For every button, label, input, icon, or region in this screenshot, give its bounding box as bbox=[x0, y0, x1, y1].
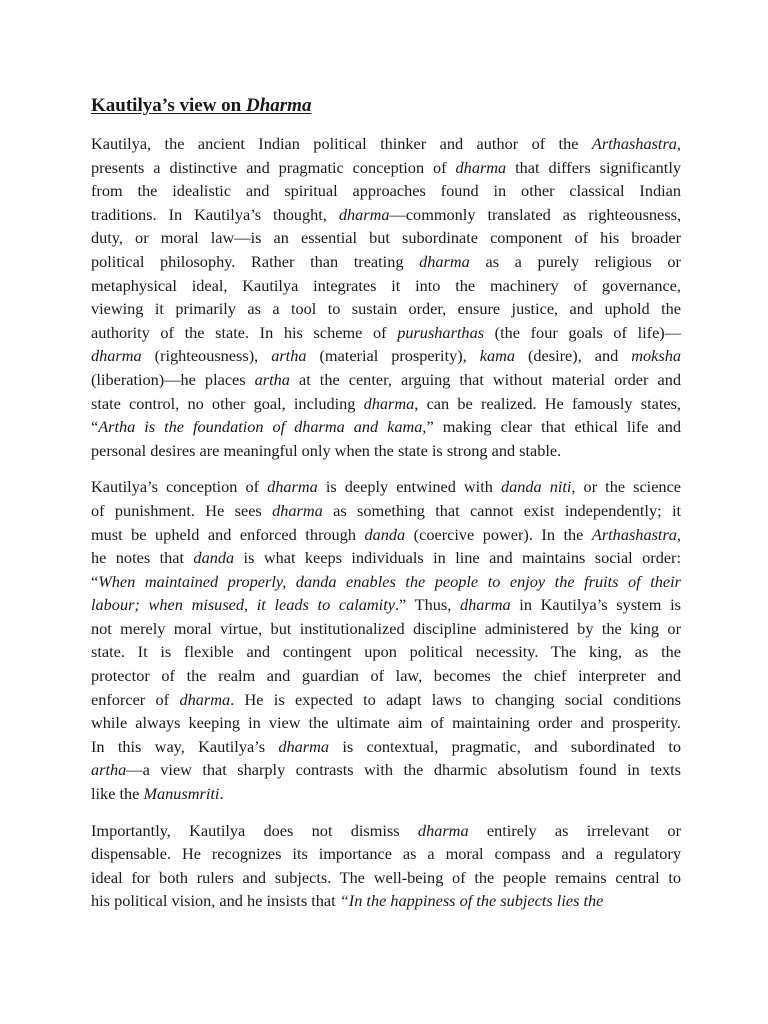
document-title bbox=[91, 93, 681, 119]
paragraphs bbox=[91, 132, 681, 913]
text-span: duty, or moral law—is an essential but subordinate component of his broader bbox=[91, 228, 681, 248]
text-line bbox=[91, 250, 681, 274]
text-span: “ bbox=[91, 417, 99, 437]
text-line bbox=[91, 664, 681, 688]
text-line bbox=[91, 132, 681, 156]
text-span: , can be realized. He famously states, bbox=[414, 393, 681, 413]
text-span: Kautilya’s conception of bbox=[91, 477, 268, 497]
italic-text: dharma bbox=[459, 595, 511, 615]
italic-text: dharma bbox=[272, 500, 323, 520]
text-span: that differs significantly bbox=[506, 157, 681, 177]
text-span: (righteousness), bbox=[141, 346, 272, 366]
italic-text: artha bbox=[254, 369, 290, 389]
text-span: dispensable. He recognizes its importance as a moral compass and a regulatory bbox=[91, 844, 681, 864]
text-span: presents a distinctive and pragmatic conception of bbox=[91, 157, 456, 177]
text-line bbox=[91, 688, 681, 712]
italic-text: Manusmriti bbox=[143, 784, 220, 804]
text-line bbox=[91, 889, 681, 913]
italic-text: purusharthas bbox=[397, 322, 485, 342]
italic-text: kama bbox=[479, 346, 515, 366]
italic-text: Arthashastra bbox=[591, 524, 677, 544]
text-span: , or the science bbox=[571, 477, 682, 497]
text-span: .” Thus, bbox=[394, 595, 460, 615]
italic-text: dharma bbox=[363, 393, 415, 413]
text-span: (coercive power). In the bbox=[405, 524, 592, 544]
text-span: of punishment. He sees bbox=[91, 500, 273, 520]
text-span: political philosophy. Rather than treating bbox=[91, 251, 420, 271]
text-span: traditions. In Kautilya’s thought, bbox=[91, 204, 339, 224]
italic-text: dharma bbox=[338, 204, 390, 224]
text-span: state control, no other goal, including bbox=[91, 393, 364, 413]
text-span: while always keeping in view the ultimate aim of maintaining order and prosperity. bbox=[91, 713, 681, 733]
text-line bbox=[91, 226, 681, 250]
italic-text: dharma bbox=[179, 689, 231, 709]
text-span: , bbox=[676, 524, 681, 544]
italic-text: moksha bbox=[631, 346, 682, 366]
text-line bbox=[91, 368, 681, 392]
text-line bbox=[91, 640, 681, 664]
text-line bbox=[91, 593, 681, 617]
italic-text: dharma bbox=[278, 736, 330, 756]
text-span: (liberation)—he places bbox=[91, 369, 255, 389]
text-line bbox=[91, 321, 681, 345]
text-span: his political vision, and he insists that bbox=[91, 891, 340, 911]
text-line bbox=[91, 439, 681, 463]
text-span: —a view that sharply contrasts with the dharmic absolutism found in texts bbox=[126, 760, 681, 780]
text-span: authority of the state. In his scheme of bbox=[91, 322, 398, 342]
text-line bbox=[91, 866, 681, 890]
text-span: . He is expected to adapt laws to changing social conditions bbox=[230, 689, 681, 709]
text-span: from the idealistic and spiritual approaches found in other classical Indian bbox=[91, 181, 681, 201]
italic-text: artha bbox=[271, 346, 307, 366]
text-span: not merely moral virtue, but institutionalized discipline administered by the king or bbox=[91, 618, 681, 638]
text-span: in Kautilya’s system is bbox=[510, 595, 682, 615]
italic-text: labour; when misused, it leads to calamity bbox=[91, 595, 395, 615]
text-span: is deeply entwined with bbox=[317, 477, 501, 497]
document-body bbox=[91, 93, 681, 926]
text-span: he notes that bbox=[91, 548, 194, 568]
italic-text: dharma bbox=[417, 820, 469, 840]
text-span: . bbox=[219, 784, 224, 804]
text-span: like the bbox=[91, 784, 144, 804]
text-line bbox=[91, 415, 681, 439]
text-line bbox=[91, 735, 681, 759]
text-line bbox=[91, 203, 681, 227]
italic-text: dharma bbox=[455, 157, 507, 177]
text-line bbox=[91, 842, 681, 866]
text-span: ,” making clear that ethical life and bbox=[422, 417, 682, 437]
italic-text: danda niti bbox=[500, 477, 572, 497]
text-line bbox=[91, 570, 681, 594]
text-line bbox=[91, 274, 681, 298]
text-span: as something that cannot exist independently; it bbox=[322, 500, 682, 520]
text-line bbox=[91, 758, 681, 782]
paragraph-3 bbox=[91, 819, 681, 913]
italic-text: danda bbox=[364, 524, 406, 544]
text-line bbox=[91, 344, 681, 368]
italic-text: artha bbox=[91, 760, 127, 780]
italic-text: Dharma bbox=[246, 95, 312, 116]
text-span: viewing it primarily as a tool to sustain order, ensure justice, and uphold the bbox=[91, 299, 681, 319]
text-span: (desire), and bbox=[515, 346, 632, 366]
text-span: (the four goals of life)— bbox=[484, 322, 681, 342]
text-span: metaphysical ideal, Kautilya integrates it into the machinery of governance, bbox=[91, 275, 681, 295]
text-line bbox=[91, 523, 681, 547]
text-span: protector of the realm and guardian of law, becomes the chief interpreter and bbox=[91, 666, 681, 686]
text-span: , bbox=[676, 134, 681, 153]
text-span: is contextual, pragmatic, and subordinated to bbox=[329, 736, 681, 756]
text-span: enforcer of bbox=[91, 689, 180, 709]
text-span: at the center, arguing that without material order and bbox=[289, 369, 681, 389]
italic-text: danda bbox=[193, 548, 235, 568]
text-span: (material prosperity), bbox=[306, 346, 480, 366]
text-span: Importantly, Kautilya does not dismiss bbox=[91, 820, 418, 840]
italic-text: “In the happiness of the subjects lies the bbox=[339, 891, 604, 911]
text-line bbox=[91, 179, 681, 203]
text-span: ideal for both rulers and subjects. The well-being of the people remains central to bbox=[91, 867, 681, 887]
text-span: must be upheld and enforced through bbox=[91, 524, 365, 544]
text-line bbox=[91, 782, 681, 806]
text-span: In this way, Kautilya’s bbox=[91, 736, 279, 756]
text-span: entirely as irrelevant or bbox=[468, 820, 681, 840]
text-line bbox=[91, 617, 681, 641]
text-line bbox=[91, 711, 681, 735]
italic-text: dharma bbox=[419, 251, 470, 271]
italic-text: dharma bbox=[91, 346, 142, 366]
text-span: is what keeps individuals in line and maintains social order: bbox=[234, 548, 682, 568]
text-line bbox=[91, 475, 681, 499]
paragraph-2 bbox=[91, 475, 681, 805]
text-line bbox=[91, 156, 681, 180]
italic-text: Artha is the foundation of dharma and kama bbox=[98, 417, 423, 437]
text-line bbox=[91, 392, 681, 416]
italic-text: Arthashastra bbox=[591, 134, 677, 153]
text-line bbox=[91, 546, 681, 570]
italic-text: dharma bbox=[267, 477, 318, 497]
text-span: state. It is flexible and contingent upon political necessity. The king, as the bbox=[91, 642, 681, 662]
text-line bbox=[91, 297, 681, 321]
text-span: personal desires are meaningful only when the state is strong and stable. bbox=[91, 440, 562, 460]
text-line bbox=[91, 499, 681, 523]
text-line bbox=[91, 819, 681, 843]
text-span: as a purely religious or bbox=[469, 251, 681, 271]
italic-text: When maintained properly, danda enables the people to enjoy the fruits of their bbox=[98, 571, 681, 591]
text-span: —commonly translated as righteousness, bbox=[389, 204, 682, 224]
text-span: “ bbox=[91, 571, 99, 591]
text-span: Kautilya’s view on bbox=[91, 95, 246, 116]
text-span: Kautilya, the ancient Indian political thinker and author of the bbox=[91, 134, 592, 153]
paragraph-1 bbox=[91, 132, 681, 462]
